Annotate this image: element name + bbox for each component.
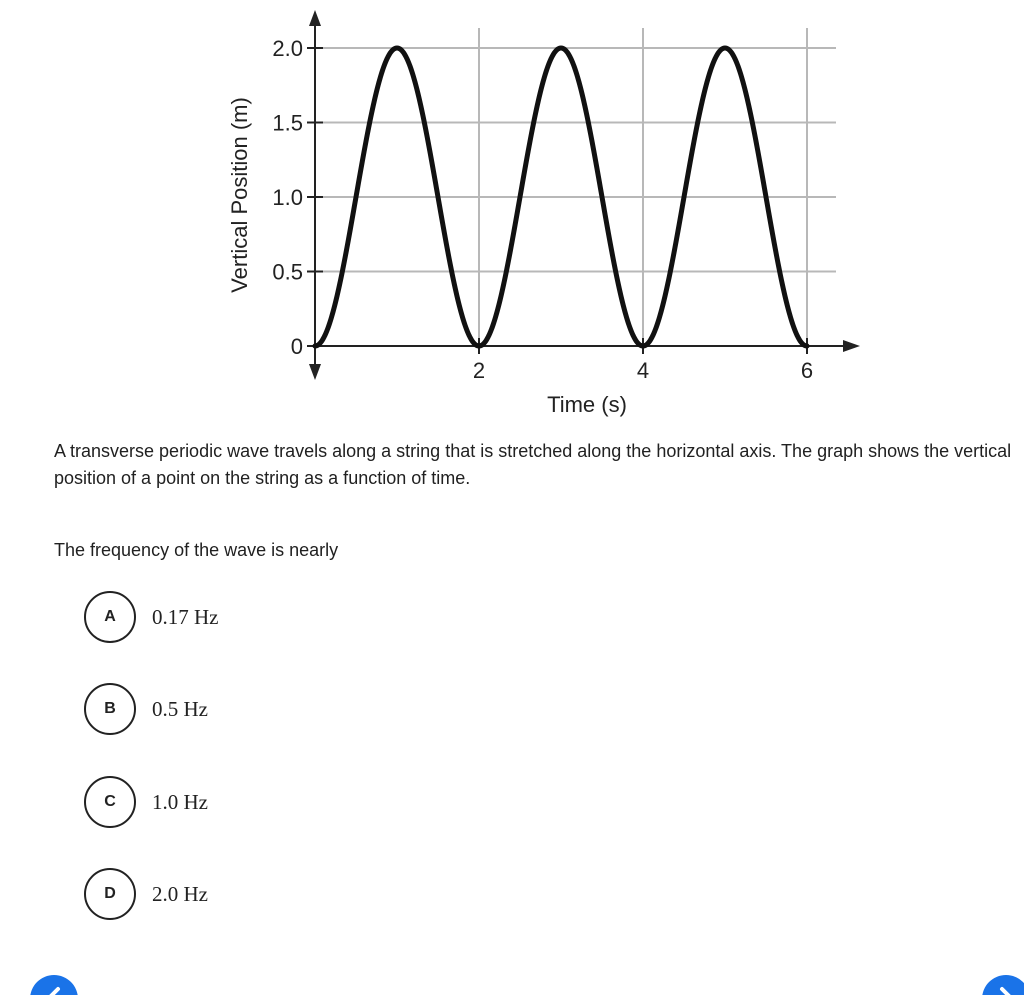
choice-d[interactable] [84,866,208,922]
x-axis-label: Time (s) [547,392,627,417]
choice-letter[interactable]: C [84,776,136,828]
choice-letter[interactable]: D [84,868,136,920]
x-tick-label: 2 [472,358,486,383]
chevron-left-icon [30,975,78,995]
y-axis-arrow-up [309,10,321,26]
previous-button[interactable] [30,975,78,995]
choice-letter[interactable]: A [84,591,136,643]
choice-b[interactable] [84,681,208,737]
choice-letter[interactable]: B [84,683,136,735]
x-tick-label: 4 [636,358,650,383]
y-axis-arrow-down [309,364,321,380]
choice-text: 0.17 Hz [152,604,219,629]
chart-axes [309,10,860,380]
y-tick-label: 1.0 [272,185,303,210]
y-axis-label: Vertical Position (m) [227,97,252,293]
next-button[interactable] [982,975,1024,995]
y-tick-label: 0.5 [272,259,303,285]
choice-a[interactable] [84,589,219,645]
question-stem: A transverse periodic wave travels along a string that is stretched along the horizontal axis. The graph shows the vertical position of a point on the string as a function of time. [54,441,1012,488]
chevron-right-icon [982,975,1024,995]
y-tick-label: 0 [290,334,303,359]
question-prompt: The frequency of the wave is nearly [54,540,339,560]
y-tick-label: 1.5 [272,110,303,136]
choice-text: 0.5 Hz [152,696,208,721]
y-tick-label: 2.0 [272,36,303,61]
choice-c[interactable] [84,774,208,830]
wave-chart [0,0,1024,430]
choice-text: 2.0 Hz [152,881,208,906]
x-axis-arrow [843,340,860,352]
choice-text: 1.0 Hz [152,789,208,814]
x-tick-label: 6 [800,358,814,383]
